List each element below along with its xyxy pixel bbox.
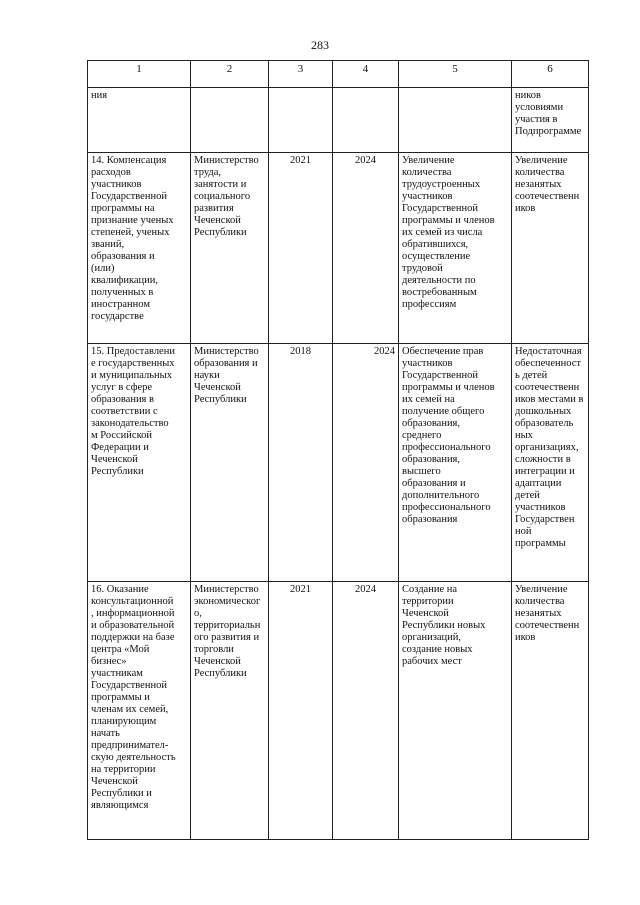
start-year-cell <box>269 88 333 153</box>
start-year-cell <box>269 344 333 582</box>
executor: Министерство труда, занятости и социального развития Чеченской Республики <box>194 155 259 238</box>
measure-name: 14. Компенсация расходов участников Государственной программы на признание ученых степеней, ученых званий, образования и (или) квалификации, полученных в иностранном государстве <box>91 155 174 322</box>
consequence-cell <box>512 153 589 344</box>
expected-result-cell <box>399 153 512 344</box>
header-cell: 4 <box>333 61 399 88</box>
consequence: Увеличение количества незанятых соотечественн иков <box>515 155 580 214</box>
measure-name: 15. Предоставлени е государственных и муниципальных услуг в сфере образования в соответствии с законодательство м Российской Федерации и Чеченской Республики <box>91 346 175 477</box>
expected-result: Увеличение количества трудоустроенных участников Государственной программы и членов их семей из числа обратившихся, осуществление трудовой деятельности по востребованным профессиям <box>402 155 495 310</box>
expected-result-cell <box>399 88 512 153</box>
measure-name-cell <box>88 582 191 840</box>
measures-table <box>87 60 589 840</box>
start-year-cell <box>269 582 333 840</box>
measure-name-cell <box>88 88 191 153</box>
end-year-cell <box>333 88 399 153</box>
measure-name-cell <box>88 344 191 582</box>
header-cell: 2 <box>191 61 269 88</box>
executor: Министерство образования и науки Чеченской Республики <box>194 346 259 405</box>
end-year: 2024 <box>355 584 376 595</box>
end-year-cell <box>333 582 399 840</box>
expected-result-cell <box>399 344 512 582</box>
start-year: 2018 <box>290 346 311 357</box>
page-number: 283 <box>311 38 329 52</box>
consequence: ников условиями участия в Подпрограмме <box>515 90 582 137</box>
consequence-cell <box>512 582 589 840</box>
consequence: Недостаточная обеспеченност ь детей соотечественн иков местами в дошкольных образователь ных организациях, сложности в интеграции и адаптации детей участников Государствен ной программы <box>515 346 584 549</box>
executor-cell <box>191 344 269 582</box>
expected-result: Обеспечение прав участников Государственной программы и членов их семей на получение общего образования, среднего профессионального образования, высшего образования и дополнительного профессионального образования <box>402 346 495 525</box>
measure-name: 16. Оказание консультационной , информационной и образовательной поддержки на базе центра «Мой бизнес» участникам Государственной программы и членам их семей, планирующим начать предпринимател- скую деятельность на территории Чеченской Республики и являющимся <box>91 584 176 811</box>
end-year-cell <box>333 344 399 582</box>
expected-result-cell <box>399 582 512 840</box>
table-row <box>88 88 589 153</box>
table-row <box>88 582 589 840</box>
end-year: 2024 <box>355 155 376 166</box>
executor-cell <box>191 88 269 153</box>
executor: Министерство экономическог о, территориальн ого развития и торговли Чеченской Республики <box>194 584 261 679</box>
table-row <box>88 344 589 582</box>
table-header-row <box>88 61 589 88</box>
start-year: 2021 <box>290 584 311 595</box>
measure-name: ния <box>91 90 108 101</box>
consequence: Увеличение количества незанятых соотечественн иков <box>515 584 580 643</box>
consequence-cell <box>512 88 589 153</box>
expected-result: Создание на территории Чеченской Республики новых организаций, создание новых рабочих мест <box>402 584 486 667</box>
start-year-cell <box>269 153 333 344</box>
header-cell: 1 <box>88 61 191 88</box>
end-year: 2024 <box>374 346 395 357</box>
consequence-cell <box>512 344 589 582</box>
measure-name-cell <box>88 153 191 344</box>
header-cell: 3 <box>269 61 333 88</box>
executor-cell <box>191 153 269 344</box>
executor-cell <box>191 582 269 840</box>
start-year: 2021 <box>290 155 311 166</box>
header-cell: 6 <box>512 61 589 88</box>
table-row <box>88 153 589 344</box>
end-year-cell <box>333 153 399 344</box>
header-cell: 5 <box>399 61 512 88</box>
